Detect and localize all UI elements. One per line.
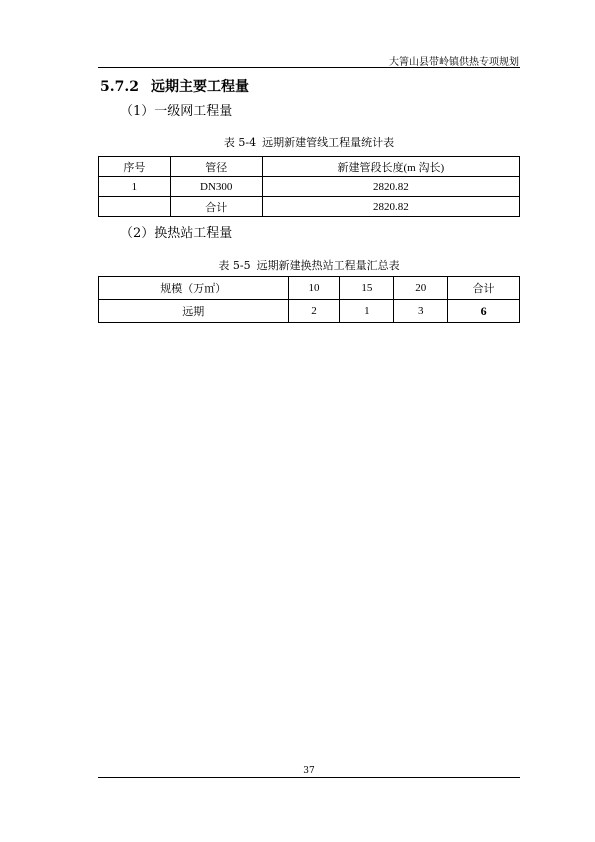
table-header-cell: 15: [340, 277, 394, 300]
section-heading: [100, 76, 249, 96]
table-header-cell: 管径: [170, 157, 262, 177]
table1-caption-number: 表 5-4: [223, 136, 257, 149]
table2-caption-title: 远期新建换热站工程量汇总表: [256, 259, 400, 272]
table-cell: 1: [99, 177, 171, 197]
table2-caption: [98, 257, 520, 273]
subheading-heat-exchange-station: （2）换热站工程量: [120, 226, 233, 241]
table-cell: 3: [394, 300, 448, 323]
table-header-cell: 20: [394, 277, 448, 300]
section-number: 5.7.2: [100, 79, 139, 95]
table-cell: DN300: [170, 177, 262, 197]
table-cell: 2820.82: [262, 177, 519, 197]
table-header-cell: 10: [288, 277, 340, 300]
table1-caption: [98, 134, 520, 150]
pipeline-quantity-table: [98, 156, 520, 217]
table-header-cell: 新建管段长度(m 沟长): [262, 157, 519, 177]
subheading-primary-network: （1）一级网工程量: [120, 104, 233, 119]
footer-rule: [98, 777, 520, 778]
table-row: [99, 177, 520, 197]
table1-caption-title: 远期新建管线工程量统计表: [262, 136, 395, 149]
table-total-cell: 6: [448, 300, 520, 323]
page-number: 37: [303, 766, 315, 776]
table-header-cell: 合计: [448, 277, 520, 300]
table-cell: [99, 197, 171, 217]
station-quantity-table: [98, 276, 520, 323]
table-header-row: [99, 277, 520, 300]
table-header-cell: 规模（万㎡）: [99, 277, 289, 300]
page-header-title: 大箐山县带岭镇供热专项规划: [389, 57, 519, 68]
table-header-row: [99, 157, 520, 177]
header-rule: [98, 67, 520, 68]
section-title: 远期主要工程量: [150, 79, 249, 95]
table-cell: 2: [288, 300, 340, 323]
table-row: [99, 197, 520, 217]
table-cell: 远期: [99, 300, 289, 323]
table2-caption-number: 表 5-5: [218, 259, 251, 272]
table-header-cell: 序号: [99, 157, 171, 177]
table-cell: 2820.82: [262, 197, 519, 217]
table-cell: 1: [340, 300, 394, 323]
table-row: [99, 300, 520, 323]
table-cell: 合计: [170, 197, 262, 217]
